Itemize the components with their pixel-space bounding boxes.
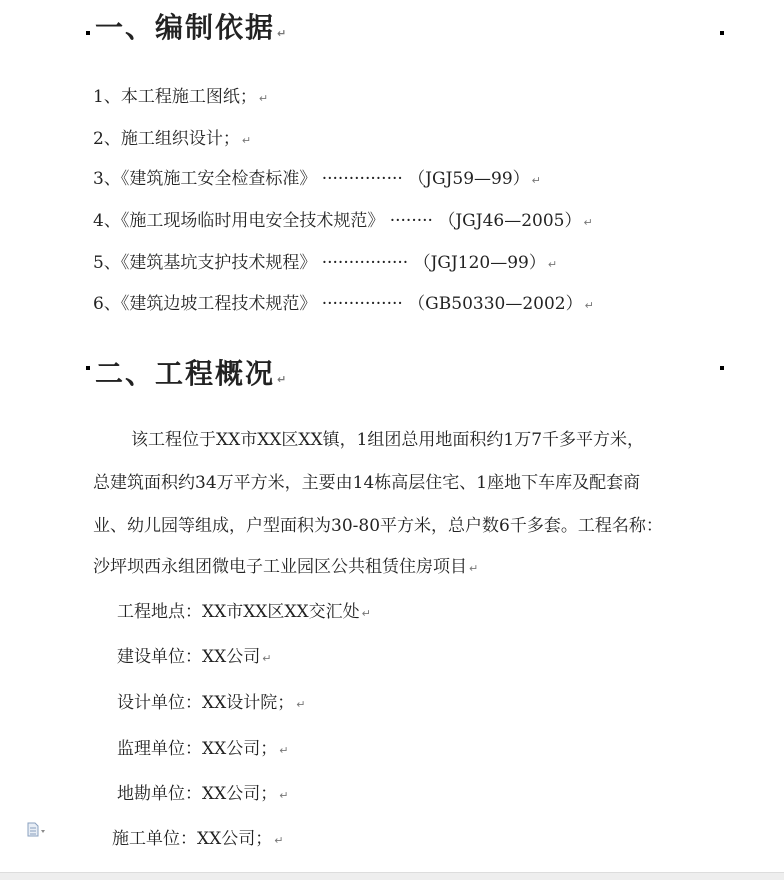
overview-paragraph-line: 业、幼儿园等组成，户型面积为30-80平方米，总户数6千多套。工程名称：: [93, 516, 663, 536]
heading-marker-left: [86, 31, 90, 35]
basis-item: 1、本工程施工图纸； ↵: [93, 87, 269, 107]
section2-heading: 二、工程概况 ↵: [95, 357, 289, 390]
supervision-unit-field: 监理单位：XX公司； ↵: [117, 739, 289, 759]
heading-marker-right: [720, 366, 724, 370]
overview-paragraph-line: 沙坪坝西永组团微电子工业园区公共租赁住房项目 ↵: [93, 557, 479, 577]
design-unit-field: 设计单位：XX设计院； ↵: [117, 693, 306, 713]
section1-heading: 一、编制依据 ↵: [95, 11, 289, 44]
basis-item: 6、《建筑边坡工程技术规范》 ··············· （GB50330—2002） ↵: [93, 294, 594, 314]
basis-item: 2、施工组织设计； ↵: [93, 129, 252, 149]
basis-item: 5、《建筑基坑支护技术规程》 ················ （JGJ120—99） ↵: [93, 253, 558, 273]
overview-paragraph-line: 该工程位于XX市XX区XX镇，1组团总用地面积约1万7千多平方米，: [131, 430, 645, 450]
basis-item: 3、《建筑施工安全检查标准》 ··············· （JGJ59—99） ↵: [93, 169, 541, 189]
heading-marker-left: [86, 366, 90, 370]
overview-paragraph-line: 总建筑面积约34万平方米，主要由14栋高层住宅、1座地下车库及配套商: [93, 473, 641, 493]
heading-marker-right: [720, 31, 724, 35]
project-location-field: 工程地点：XX市XX区XX交汇处 ↵: [117, 602, 371, 622]
basis-item: 4、《施工现场临时用电安全技术规范》 ········ （JGJ46—2005） ↵: [93, 211, 593, 231]
paste-options-icon[interactable]: [26, 822, 48, 838]
construction-unit-field: 施工单位：XX公司； ↵: [112, 829, 284, 849]
survey-unit-field: 地勘单位：XX公司； ↵: [117, 784, 289, 804]
client-unit-field: 建设单位：XX公司 ↵: [117, 647, 272, 667]
